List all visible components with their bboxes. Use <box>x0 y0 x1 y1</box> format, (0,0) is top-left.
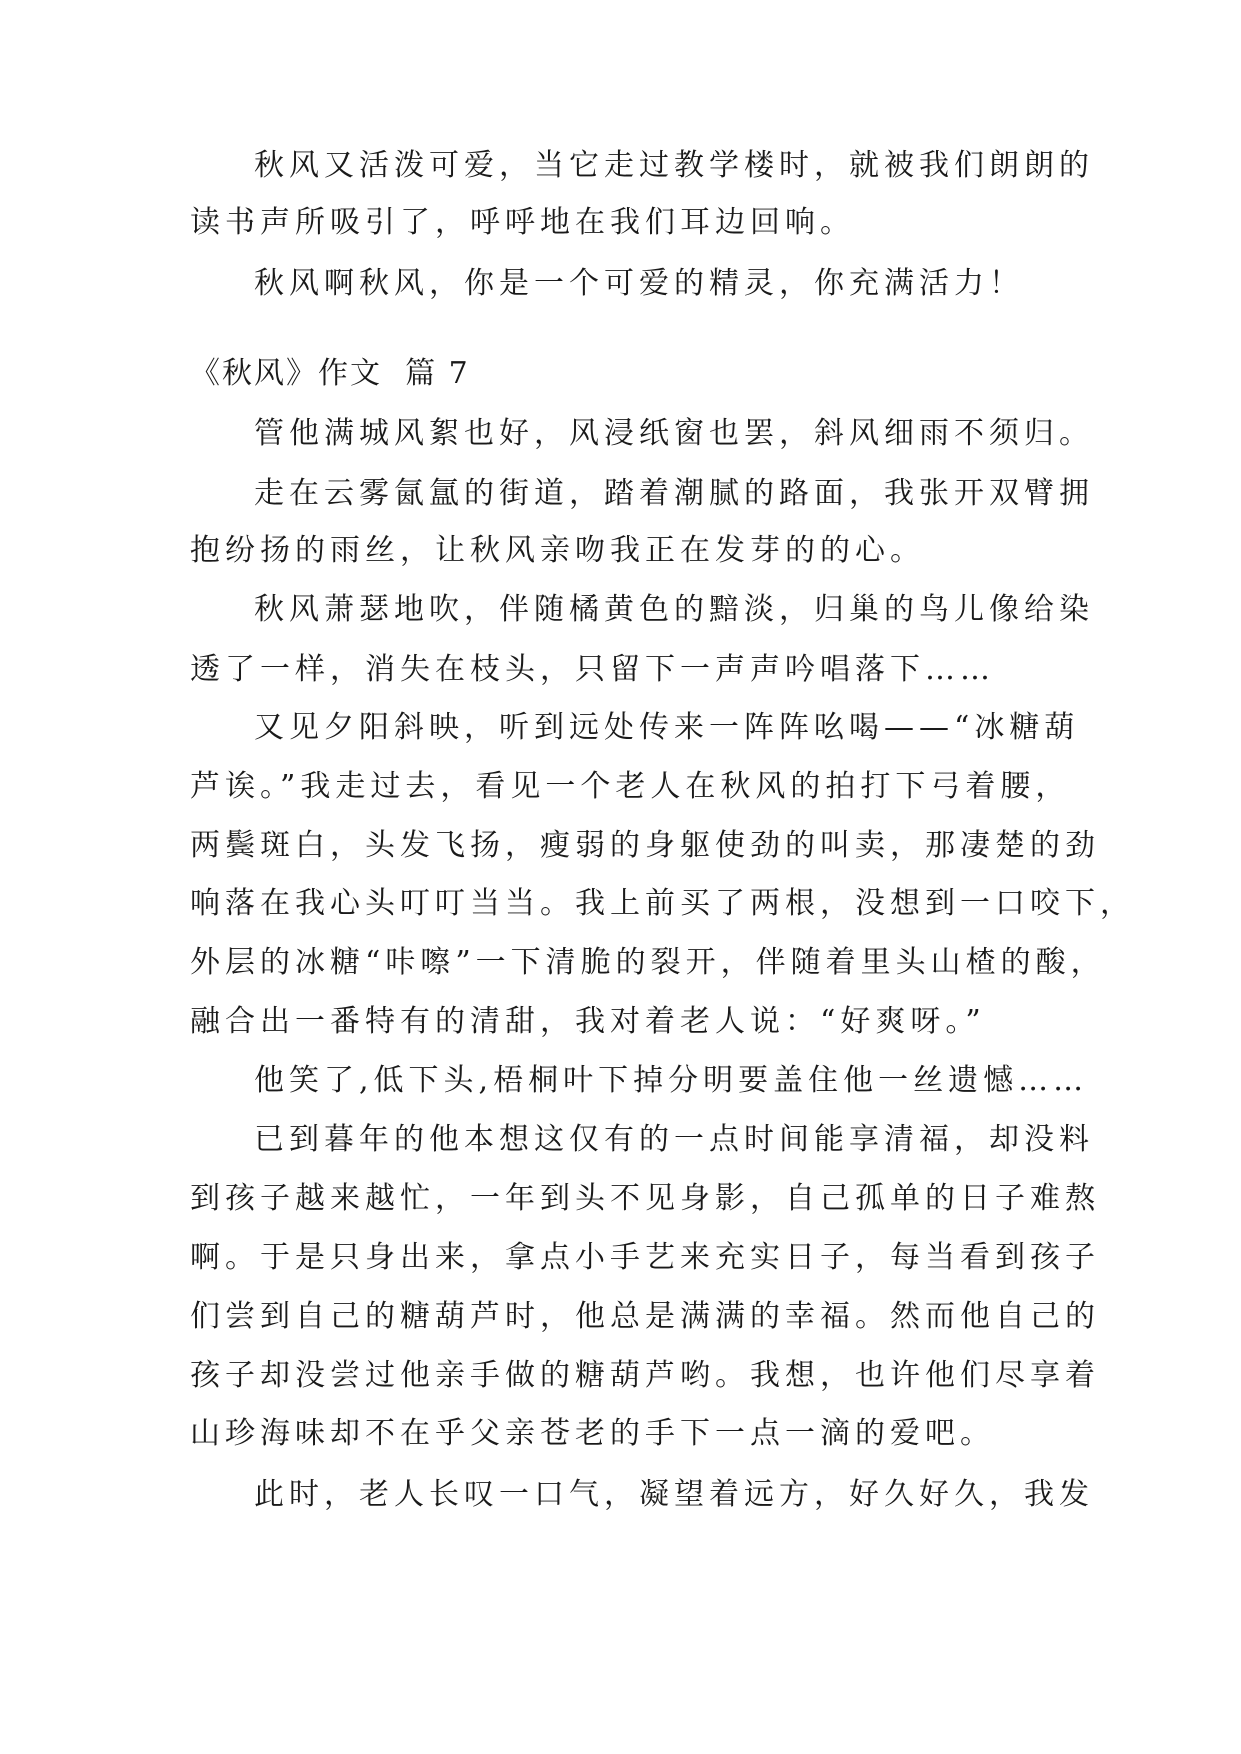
paragraph-line: 外层的冰糖“咔嚓”一下清脆的裂开，伴随着里头山楂的酸， <box>190 945 1106 980</box>
paragraph-line: 两鬓斑白，头发飞扬，瘦弱的身躯使劲的叫卖，那凄楚的劲 <box>190 828 1100 863</box>
paragraph-line: 又见夕阳斜映，听到远处传来一阵阵吆喝——“冰糖葫 <box>254 710 1080 745</box>
paragraph-line: 孩子却没尝过他亲手做的糖葫芦哟。我想，也许他们尽享着 <box>190 1358 1100 1393</box>
paragraph-line: 融合出一番特有的清甜，我对着老人说：“好爽呀。” <box>190 1004 986 1039</box>
paragraph-line: 秋风萧瑟地吹，伴随橘黄色的黯淡，归巢的鸟儿像给染 <box>254 592 1094 627</box>
paragraph-line: 已到暮年的他本想这仅有的一点时间能享清福，却没料 <box>254 1122 1094 1157</box>
paragraph-line: 走在云雾氤氲的街道，踏着潮腻的路面，我张开双臂拥 <box>254 476 1094 511</box>
paragraph-line: 抱纷扬的雨丝，让秋风亲吻我正在发芽的的心。 <box>190 533 925 568</box>
paragraph-line: 芦诶。”我走过去，看见一个老人在秋风的拍打下弓着腰， <box>190 769 1071 804</box>
paragraph-line: 透了一样，消失在枝头，只留下一声声吟唱落下…… <box>190 652 995 687</box>
paragraph-line: 们尝到自己的糖葫芦时，他总是满满的幸福。然而他自己的 <box>190 1299 1100 1334</box>
paragraph-line: 他笑了,低下头,梧桐叶下掉分明要盖住他一丝遗憾…… <box>254 1063 1089 1098</box>
paragraph-line: 山珍海味却不在乎父亲苍老的手下一点一滴的爱吧。 <box>190 1416 995 1451</box>
paragraph-line: 读书声所吸引了，呼呼地在我们耳边回响。 <box>190 205 855 240</box>
section-title: 《秋风》作文 篇 7 <box>190 356 470 391</box>
paragraph-line: 啊。于是只身出来，拿点小手艺来充实日子，每当看到孩子 <box>190 1240 1100 1275</box>
paragraph-line: 管他满城风絮也好，风浸纸窗也罢，斜风细雨不须归。 <box>254 416 1094 451</box>
paragraph-line: 此时，老人长叹一口气，凝望着远方，好久好久，我发 <box>254 1477 1094 1512</box>
paragraph-line: 到孩子越来越忙，一年到头不见身影，自己孤单的日子难熬 <box>190 1181 1100 1216</box>
paragraph-line: 响落在我心头叮叮当当。我上前买了两根，没想到一口咬下， <box>190 886 1135 921</box>
paragraph-line: 秋风啊秋风，你是一个可爱的精灵，你充满活力！ <box>254 266 1024 301</box>
paragraph-line: 秋风又活泼可爱，当它走过教学楼时，就被我们朗朗的 <box>254 148 1094 183</box>
